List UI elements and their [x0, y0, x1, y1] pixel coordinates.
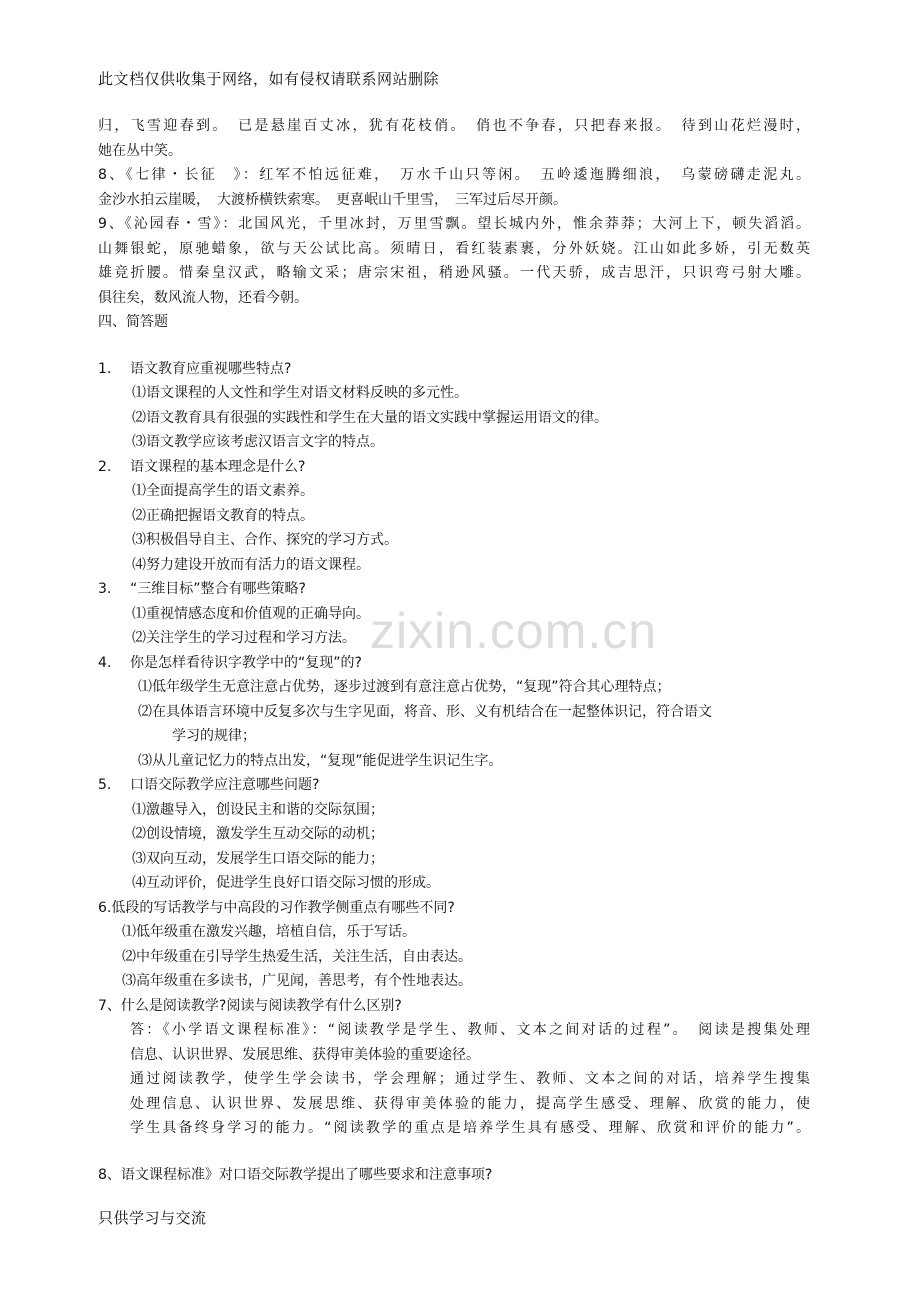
- poem-line: 山舞银蛇，原驰蜡象，欲与天公试比高。须晴日，看红装素裹，分外妖娆。江山如此多娇，引无数英: [98, 240, 810, 257]
- question-title: “三维目标”整合有哪些策略?: [130, 581, 306, 597]
- answer-item: ⑷互动评价，促进学生良好口语交际习惯的形成。: [132, 875, 440, 891]
- page-header: 此文档仅供收集于网络，如有侵权请联系网站删除: [98, 70, 440, 88]
- answer-item: ⑶从儿童记忆力的特点出发，“复现”能促进学生识记生字。: [138, 752, 503, 769]
- answer-item: ⑴语文课程的人文性和学生对语文材料反映的多元性。: [132, 385, 468, 401]
- watermark: zixin.com.cn: [370, 603, 658, 659]
- answer-item: ⑵创设情境，激发学生互动交际的动机；: [132, 826, 384, 842]
- question-1: [98, 357, 810, 382]
- question-number: 1.: [98, 360, 112, 377]
- poem-line: 金沙水拍云崖暖， 大渡桥横铁索寒。 更喜岷山千里雪， 三军过后尽开颜。: [98, 191, 567, 208]
- poem-line: 8、《七律・长征 》：红军不怕远征难， 万水千山只等闲。 五岭逶迤腾细浪， 乌蒙磅礴走泥丸。: [98, 167, 810, 183]
- answer-item: ⑶积极倡导自主、合作、探究的学习方式。: [132, 532, 398, 548]
- document-body: [98, 114, 810, 1187]
- answer-item: ⑷努力建设开放而有活力的语文课程。: [132, 556, 370, 573]
- question-5: [98, 773, 810, 798]
- question-3: [98, 577, 810, 602]
- answer-item-continued: 学习的规律；: [172, 728, 256, 744]
- poem-line: 雄竞折腰。惜秦皇汉武，略输文采；唐宗宋祖，稍逊风骚。一代天骄，成吉思汗，只识弯弓射大雕。: [98, 265, 810, 281]
- answer-item: ⑴低年级学生无意注意占优势，逐步过渡到有意注意占优势，“复现”符合其心理特点；: [138, 679, 671, 695]
- answer-item: ⑴全面提高学生的语文素养。: [132, 483, 314, 499]
- question-2: [98, 455, 810, 480]
- question-number: 2.: [98, 458, 112, 475]
- spacer: [98, 335, 810, 357]
- answer-item: ⑶语文教学应该考虑汉语言文字的特点。: [132, 434, 384, 450]
- answer-line: 通过阅读教学，使学生学会读书，学会理解；通过学生、教师、文本之间的对话，培养学生搜集: [130, 1071, 810, 1087]
- answer-line: 学生具备终身学习的能力。“阅读教学的重点是培养学生具有感受、理解、欣赏和评价的能力”。: [130, 1120, 810, 1136]
- answer-item: ⑶双向互动，发展学生口语交际的能力；: [132, 850, 384, 867]
- answer-line: 答：《小学语文课程标准》：“阅读教学是学生、教师、文本之间对话的过程”。 阅读是搜集处理: [130, 1022, 810, 1038]
- poem-line: 她在丛中笑。: [98, 142, 182, 159]
- question-number: 5.: [98, 777, 112, 793]
- poem-line: 9、《沁园春・雪》：北国风光，千里冰封，万里雪飘。望长城内外，惟余莽莽；大河上下，顿失滔滔。: [98, 216, 810, 232]
- answer-item: ⑶高年级重在多读书，广见闻，善思考，有个性地表达。: [122, 973, 472, 989]
- answer-item: ⑵语文教育具有很强的实践性和学生在大量的语文实践中掌握运用语文的律。: [132, 409, 608, 426]
- question-7-title: 7、什么是阅读教学?阅读与阅读教学有什么区别?: [98, 997, 402, 1014]
- question-6-title: 6.低段的写话教学与中高段的习作教学侧重点有哪些不同?: [98, 899, 455, 916]
- answer-item: ⑵关注学生的学习过程和学习方法。: [132, 630, 356, 646]
- answer-item: ⑵在具体语言环境中反复多次与生字见面，将音、形、义有机结合在一起整体识记，符合语文: [138, 703, 712, 720]
- question-number: 3.: [98, 581, 112, 597]
- question-8-title: 8、语文课程标准》对口语交际教学提出了哪些要求和注意事项?: [98, 1166, 493, 1183]
- question-number: 4.: [98, 654, 112, 671]
- answer-item: ⑵中年级重在引导学生热爱生活，关注生活，自由表达。: [122, 948, 472, 965]
- question-title: 口语交际教学应注意哪些问题?: [130, 777, 320, 793]
- question-4: [98, 651, 810, 676]
- spacer: [98, 1141, 810, 1163]
- question-title: 你是怎样看待识字教学中的“复现”的?: [130, 654, 362, 671]
- answer-item: ⑴激趣导入，创设民主和谐的交际氛围；: [132, 801, 384, 818]
- answer-item: ⑴低年级重在激发兴趣，培植自信，乐于写话。: [122, 924, 416, 940]
- section-title: 四、简答题: [98, 314, 168, 330]
- page-footer: 只供学习与交流: [98, 1209, 207, 1227]
- question-title: 语文课程的基本理念是什么?: [130, 458, 306, 475]
- answer-line: 信息、认识世界、发展思维、获得审美体验的重要途径。: [130, 1046, 480, 1063]
- poem-line: 归，飞雪迎春到。 已是悬崖百丈冰，犹有花枝俏。 俏也不争春，只把春来报。 待到山花烂漫时，: [98, 118, 810, 134]
- poem-line: 俱往矣，数风流人物，还看今朝。: [98, 289, 308, 306]
- answer-line: 处理信息、认识世界、发展思维、获得审美体验的能力，提高学生感受、理解、欣赏的能力，使: [130, 1095, 810, 1112]
- question-title: 语文教育应重视哪些特点?: [130, 360, 292, 377]
- answer-item: ⑵正确把握语文教育的特点。: [132, 507, 314, 524]
- answer-item: ⑴重视情感态度和价值观的正确导向。: [132, 605, 370, 622]
